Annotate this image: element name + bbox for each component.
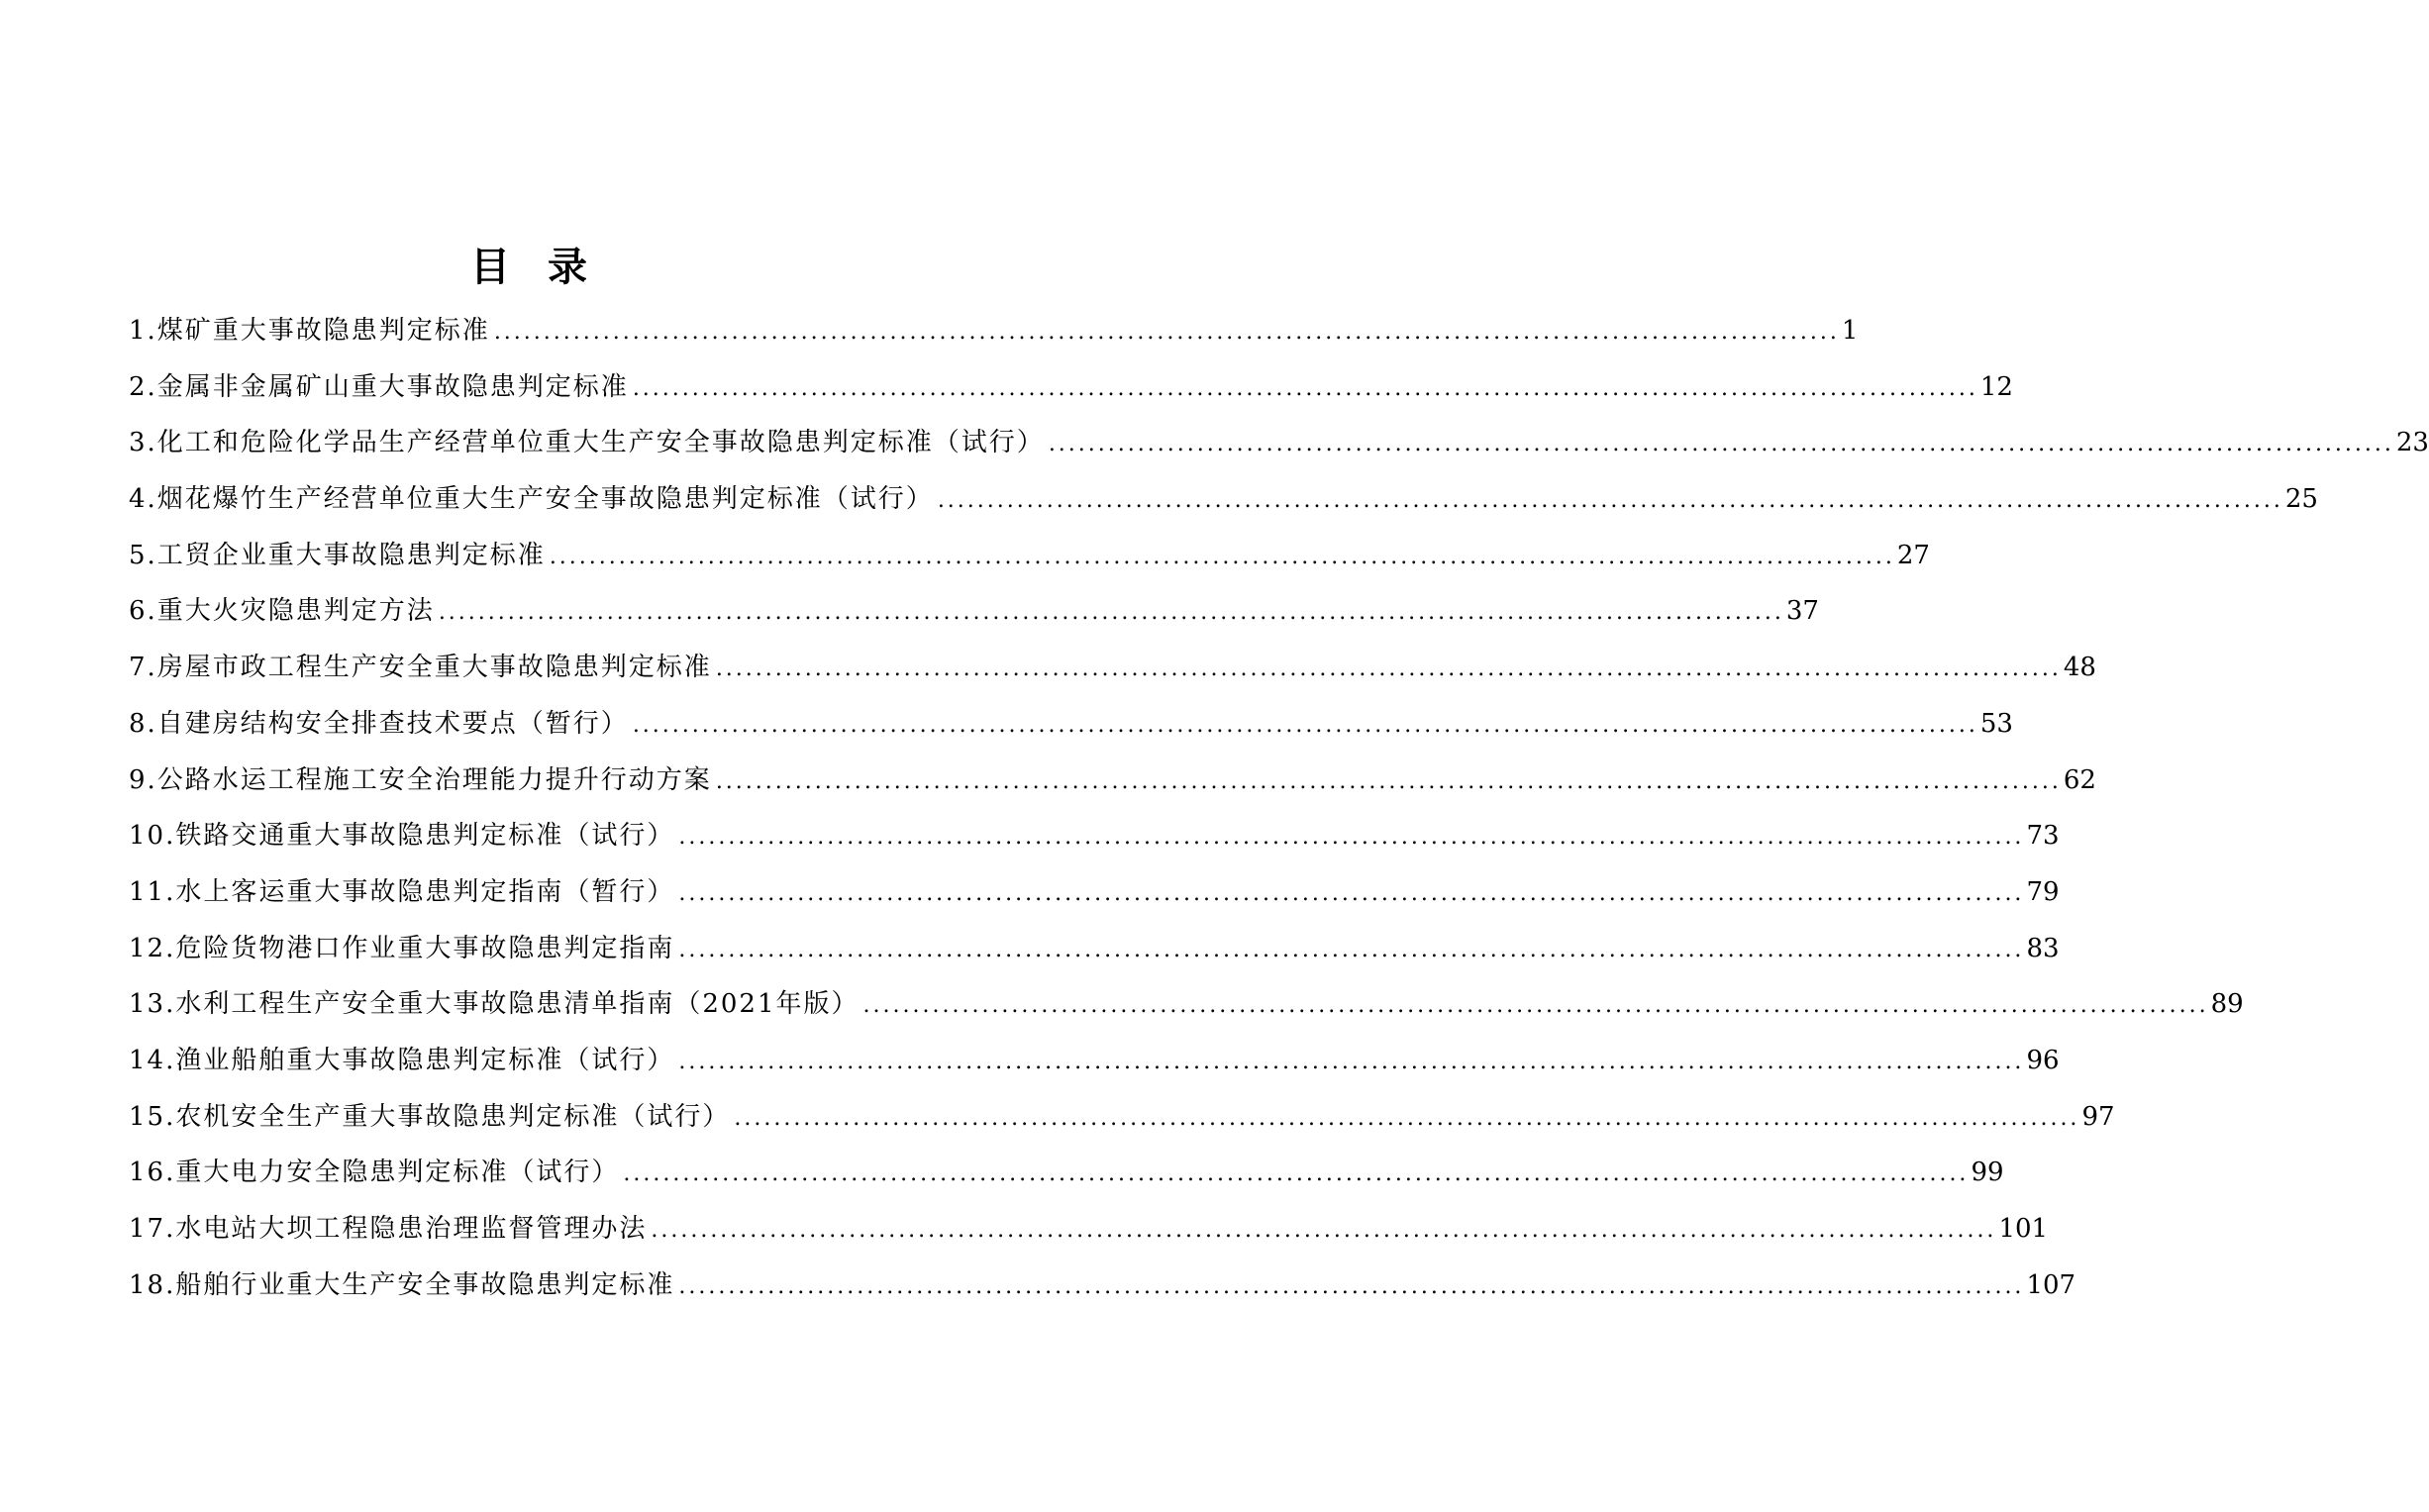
toc-leader-dots	[678, 810, 2024, 866]
toc-entry	[129, 415, 2429, 471]
toc-leader-dots	[716, 642, 2062, 698]
toc-entry-title: 10.铁路交通重大事故隐患判定标准（试行）	[129, 821, 675, 852]
toc-entry	[129, 1258, 2076, 1314]
toc-entry-page: 37	[1785, 596, 1819, 627]
toc-entry-page: 23	[2395, 428, 2429, 458]
toc-entry-page: 27	[1896, 540, 1930, 570]
toc-entry	[129, 976, 2244, 1033]
toc-entry	[129, 640, 2096, 696]
toc-entry	[129, 1145, 2004, 1201]
toc-entry	[129, 753, 2096, 809]
toc-entry-title: 18.船舶行业重大生产安全事故隐患判定标准	[129, 1269, 675, 1300]
toc-entry-title: 9.公路水运工程施工安全治理能力提升行动方案	[129, 764, 712, 795]
toc-entry-title: 16.重大电力安全隐患判定标准（试行）	[129, 1158, 620, 1188]
toc-entry	[129, 1033, 2060, 1089]
toc-entry	[129, 696, 2013, 753]
toc-entry-page: 83	[2026, 933, 2060, 963]
toc-entry	[129, 303, 1859, 359]
toc-leader-dots	[651, 1203, 1996, 1260]
toc-entry	[129, 808, 2060, 864]
toc-entry-title: 6.重大火灾隐患判定方法	[129, 596, 435, 627]
toc-leader-dots	[678, 1035, 2024, 1091]
toc-entry-page: 97	[2081, 1101, 2115, 1132]
toc-entry-title: 7.房屋市政工程生产安全重大事故隐患判定标准	[129, 653, 712, 683]
toc-entry-page: 1	[1841, 316, 1859, 346]
toc-entry-title: 8.自建房结构安全排查技术要点（暂行）	[129, 708, 629, 739]
toc-entry-title: 3.化工和危险化学品生产经营单位重大生产安全事故隐患判定标准（试行）	[129, 428, 1045, 458]
toc-leader-dots	[1049, 417, 2394, 473]
toc-entry-title: 4.烟花爆竹生产经营单位重大生产安全事故隐患判定标准（试行）	[129, 484, 934, 515]
toc-leader-dots	[550, 530, 1895, 586]
toc-leader-dots	[633, 361, 1978, 418]
toc-entry	[129, 471, 2318, 528]
toc-leader-dots	[678, 866, 2024, 923]
toc-leader-dots	[734, 1091, 2079, 1148]
toc-entry-page: 62	[2063, 764, 2096, 795]
toc-title: 目 录	[470, 245, 599, 290]
toc-entry-page: 25	[2284, 484, 2318, 515]
toc-entry-title: 17.水电站大坝工程隐患治理监督管理办法	[129, 1214, 648, 1244]
toc-leader-dots	[678, 923, 2024, 979]
toc-entry-page: 53	[1979, 708, 2013, 739]
toc-leader-dots	[633, 698, 1978, 755]
toc-entry	[129, 921, 2060, 977]
toc-leader-dots	[494, 305, 1840, 361]
toc-leader-dots	[716, 755, 2062, 811]
toc-entry-page: 12	[1979, 371, 2013, 402]
toc-entry	[129, 1201, 2049, 1258]
toc-leader-dots	[863, 978, 2209, 1035]
toc-entry-title: 11.水上客运重大事故隐患判定指南（暂行）	[129, 876, 675, 907]
toc-list	[129, 303, 2429, 1313]
toc-leader-dots	[623, 1147, 1969, 1203]
toc-entry-page: 96	[2026, 1045, 2060, 1075]
toc-entry-page: 101	[1998, 1214, 2049, 1244]
toc-entry-title: 14.渔业船舶重大事故隐患判定标准（试行）	[129, 1045, 675, 1075]
toc-entry	[129, 528, 1930, 584]
toc-entry	[129, 864, 2060, 921]
toc-entry-page: 89	[2210, 989, 2244, 1020]
toc-entry	[129, 1089, 2115, 1146]
toc-entry-page: 48	[2063, 653, 2096, 683]
toc-entry-page: 107	[2026, 1269, 2076, 1300]
toc-entry-title: 13.水利工程生产安全重大事故隐患清单指南（2021年版）	[129, 989, 860, 1020]
toc-entry-page: 99	[1971, 1158, 2004, 1188]
toc-entry-title: 1.煤矿重大事故隐患判定标准	[129, 316, 490, 346]
toc-entry	[129, 583, 1819, 640]
toc-entry-title: 5.工贸企业重大事故隐患判定标准	[129, 540, 546, 570]
toc-entry-title: 15.农机安全生产重大事故隐患判定标准（试行）	[129, 1101, 731, 1132]
toc-leader-dots	[439, 585, 1784, 642]
toc-entry	[129, 359, 2013, 416]
toc-leader-dots	[938, 473, 2283, 530]
toc-leader-dots	[678, 1260, 2024, 1316]
toc-entry-page: 73	[2026, 821, 2060, 852]
toc-entry-title: 2.金属非金属矿山重大事故隐患判定标准	[129, 371, 629, 402]
toc-entry-page: 79	[2026, 876, 2060, 907]
toc-entry-title: 12.危险货物港口作业重大事故隐患判定指南	[129, 933, 675, 963]
